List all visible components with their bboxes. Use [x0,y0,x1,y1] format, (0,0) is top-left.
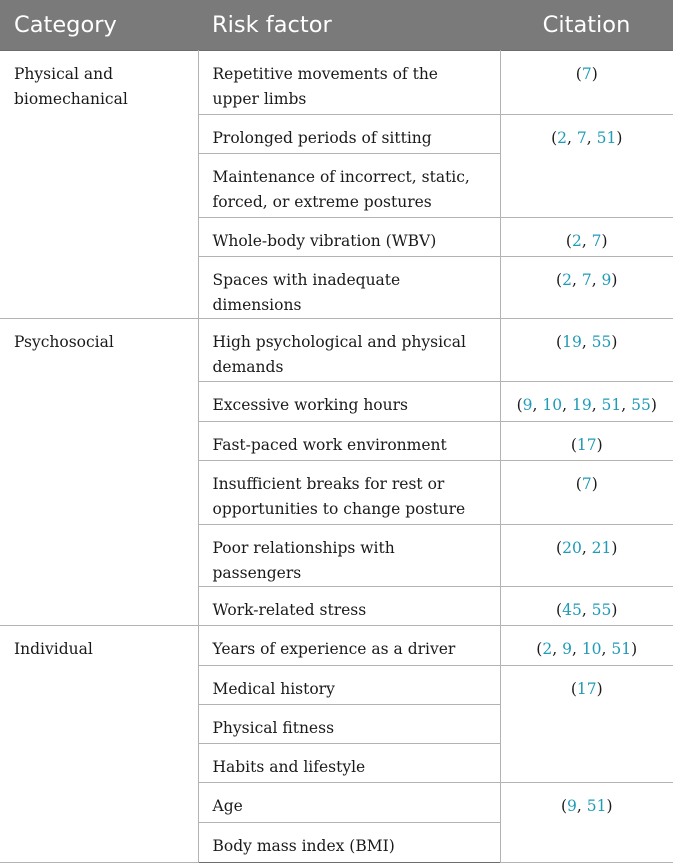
citation-cell: (19, 55) [500,318,673,381]
category-individual: Individual [0,625,198,862]
risk-factor-cell: Maintenance of incorrect, static, forced, or extreme postures [198,153,500,217]
citation-cell: (2, 7, 9) [500,256,673,318]
risk-factor-cell: Prolonged periods of sitting [198,114,500,153]
citation-link[interactable]: 19 [562,332,582,351]
risk-factor-cell: Excessive working hours [198,381,500,421]
citation-cell: (2, 7, 51) [500,114,673,217]
citation-link[interactable]: 9 [567,796,577,815]
risk-factor-cell: Work-related stress [198,586,500,625]
citation-link[interactable]: 9 [522,395,533,414]
citation-cell: (7) [500,50,673,114]
citation-link[interactable]: 55 [591,600,612,619]
risk-factor-cell: Whole-body vibration (WBV) [198,217,500,256]
risk-factor-cell: Habits and lifestyle [198,743,500,782]
citation-link[interactable]: 19 [571,395,592,414]
citation-cell: (7) [500,460,673,524]
citation-link[interactable]: 2 [562,270,572,289]
citation-link[interactable]: 7 [581,64,592,83]
risk-factor-cell: Years of experience as a driver [198,625,500,665]
citation-link[interactable]: 9 [562,639,572,658]
citation-link[interactable]: 45 [562,600,582,619]
header-risk-factor: Risk factor [212,11,332,38]
citation-link[interactable]: 17 [576,679,597,698]
citation-cell: (9, 10, 19, 51, 55) [500,381,673,421]
risk-factor-cell: Fast-paced work environment [198,421,500,460]
citation-link[interactable]: 2 [542,639,553,658]
citation-cell: (17) [500,421,673,460]
citation-cell: (2, 9, 10, 51) [500,625,673,665]
citation-link[interactable]: 7 [581,474,592,493]
citation-link[interactable]: 51 [596,128,617,147]
citation-link[interactable]: 7 [576,128,587,147]
citation-link[interactable]: 17 [576,435,597,454]
citation-link[interactable]: 9 [601,270,612,289]
risk-factor-cell: Age [198,782,500,822]
citation-link[interactable]: 55 [631,395,651,414]
citation-link[interactable]: 20 [562,538,582,557]
table-row [0,318,673,381]
risk-factor-cell: Repetitive movements of the upper limbs [198,50,500,114]
risk-factor-cell: Spaces with inadequate dimensions [198,256,500,318]
table-header-row [0,0,673,50]
header-citation: Citation [542,11,631,38]
citation-link[interactable]: 2 [571,231,582,250]
citation-link[interactable]: 7 [581,270,592,289]
citation-link[interactable]: 51 [611,639,632,658]
citation-link[interactable]: 51 [586,796,607,815]
citation-link[interactable]: 10 [581,639,602,658]
risk-factor-cell: Body mass index (BMI) [198,822,500,862]
citation-cell: (9, 51) [500,782,673,862]
risk-factor-cell: High psychological and physical demands [198,318,500,381]
category-psychosocial: Psychosocial [0,318,198,625]
citation-link[interactable]: 2 [557,128,568,147]
risk-factor-cell: Physical fitness [198,704,500,743]
citation-link[interactable]: 51 [601,395,622,414]
citation-link[interactable]: 21 [591,538,612,557]
table-row [0,625,673,665]
table-row [0,50,673,114]
citation-cell: (17) [500,665,673,782]
citation-cell: (2, 7) [500,217,673,256]
risk-factor-cell: Medical history [198,665,500,704]
citation-cell: (20, 21) [500,524,673,586]
citation-link[interactable]: 7 [591,231,602,250]
risk-factor-cell: Poor relationships with passengers [198,524,500,586]
citation-link[interactable]: 10 [542,395,563,414]
citation-link[interactable]: 55 [591,332,612,351]
risk-factor-cell: Insufficient breaks for rest or opportunities to change posture [198,460,500,524]
citation-cell: (45, 55) [500,586,673,625]
category-physical: Physical and biomechanical [0,50,198,318]
header-category: Category [14,11,117,38]
